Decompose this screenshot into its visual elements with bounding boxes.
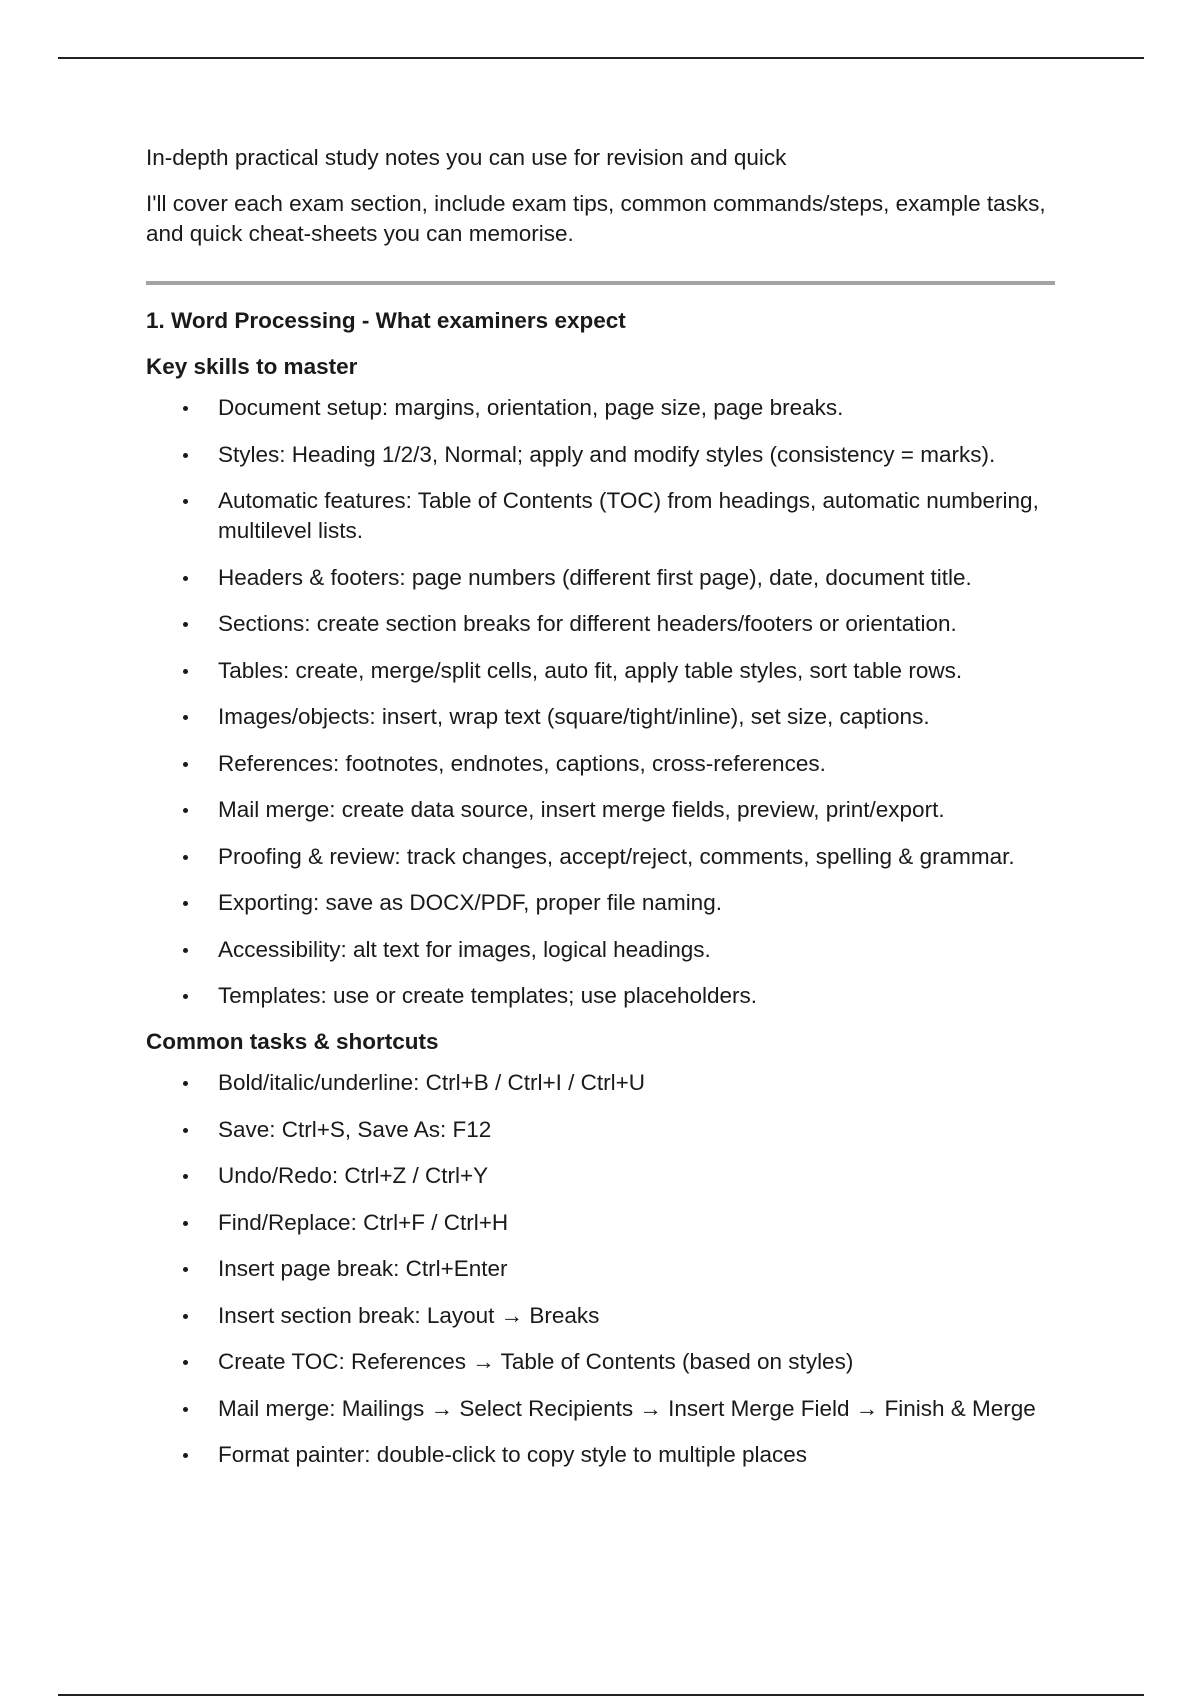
list-item — [146, 1440, 1066, 1470]
bullet-icon — [183, 1360, 188, 1365]
list-item — [146, 702, 1066, 732]
list-item — [146, 1394, 1066, 1424]
list-item-text: Automatic features: Table of Contents (TOC) from headings, automatic numbering, multilevel lists. — [218, 488, 1039, 543]
list-item-text: Undo/Redo: Ctrl+Z / Ctrl+Y — [218, 1163, 489, 1188]
list-item-text: Insert section break: Layout → Breaks — [218, 1302, 600, 1328]
list-item-text: Images/objects: insert, wrap text (square/tight/inline), set size, captions. — [218, 704, 930, 729]
list-item-text: Document setup: margins, orientation, page size, page breaks. — [218, 395, 844, 420]
list-item-text: Styles: Heading 1/2/3, Normal; apply and modify styles (consistency = marks). — [218, 441, 996, 467]
bullet-icon — [183, 1314, 188, 1319]
list-item-text: Create TOC: References → Table of Contents (based on styles) — [218, 1349, 854, 1374]
bullet-icon — [183, 622, 188, 627]
list-item-text: Templates: use or create templates; use placeholders. — [218, 983, 758, 1008]
list-item-text: Exporting: save as DOCX/PDF, proper file naming. — [218, 890, 722, 915]
list-item — [146, 888, 1066, 918]
list-item — [146, 1068, 1066, 1098]
bullet-icon — [183, 1128, 188, 1133]
key-skills-heading: Key skills to master — [146, 354, 358, 379]
bullet-icon — [183, 1081, 188, 1086]
list-item-text: Tables: create, merge/split cells, auto fit, apply table styles, sort table rows. — [218, 657, 963, 683]
page-top-rule — [58, 57, 1144, 59]
common-tasks-list — [146, 1068, 1066, 1470]
list-item — [146, 795, 1066, 825]
list-item — [146, 1301, 1066, 1331]
intro-line-1: In-depth practical study notes you can use for revision and quick — [146, 145, 787, 170]
list-item-text: Save: Ctrl+S, Save As: F12 — [218, 1116, 492, 1142]
common-tasks-heading: Common tasks & shortcuts — [146, 1029, 439, 1054]
list-item-text: Mail merge: create data source, insert merge fields, preview, print/export. — [218, 797, 945, 822]
bullet-icon — [183, 762, 188, 767]
list-item — [146, 1161, 1066, 1191]
bullet-icon — [183, 948, 188, 953]
list-item — [146, 656, 1066, 686]
list-item — [146, 981, 1066, 1011]
list-item — [146, 1347, 1066, 1377]
bullet-icon — [183, 1221, 188, 1226]
list-item-text: Find/Replace: Ctrl+F / Ctrl+H — [218, 1209, 509, 1235]
list-item-text: Format painter: double-click to copy style to multiple places — [218, 1442, 808, 1467]
section-heading-word-processing: 1. Word Processing - What examiners expect — [146, 308, 626, 333]
list-item-text: Bold/italic/underline: Ctrl+B / Ctrl+I / Ctrl+U — [218, 1070, 646, 1095]
list-item-text: Insert page break: Ctrl+Enter — [218, 1256, 508, 1281]
bullet-icon — [183, 901, 188, 906]
list-item-text: Proofing & review: track changes, accept/reject, comments, spelling & grammar. — [218, 843, 1015, 869]
list-item — [146, 1115, 1066, 1145]
bullet-icon — [183, 1267, 188, 1272]
bullet-icon — [183, 994, 188, 999]
bullet-icon — [183, 1407, 188, 1412]
list-item — [146, 749, 1066, 779]
list-item — [146, 1208, 1066, 1238]
bullet-icon — [183, 1453, 188, 1458]
list-item-text: Mail merge: Mailings → Select Recipients → Insert Merge Field → Finish & Merge — [218, 1395, 1036, 1421]
list-item-text: References: footnotes, endnotes, captions, cross-references. — [218, 750, 826, 776]
list-item — [146, 486, 1066, 546]
list-item-text: Accessibility: alt text for images, logical headings. — [218, 936, 711, 962]
list-item — [146, 440, 1066, 470]
list-item — [146, 609, 1066, 639]
bullet-icon — [183, 1174, 188, 1179]
bullet-icon — [183, 453, 188, 458]
list-item-text: Headers & footers: page numbers (different first page), date, document title. — [218, 564, 972, 590]
list-item — [146, 1254, 1066, 1284]
document-body — [146, 143, 1066, 1470]
bullet-icon — [183, 808, 188, 813]
intro-line-2: I'll cover each exam section, include exam tips, common commands/steps, example tasks, and quick cheat-sheets you can memorise. — [146, 191, 1046, 246]
bullet-icon — [183, 669, 188, 674]
list-item — [146, 563, 1066, 593]
section-divider — [146, 281, 1055, 285]
list-item — [146, 935, 1066, 965]
list-item — [146, 393, 1066, 423]
bullet-icon — [183, 855, 188, 860]
key-skills-list — [146, 393, 1066, 1011]
bullet-icon — [183, 406, 188, 411]
list-item — [146, 842, 1066, 872]
list-item-text: Sections: create section breaks for different headers/footers or orientation. — [218, 611, 957, 636]
bullet-icon — [183, 499, 188, 504]
bullet-icon — [183, 576, 188, 581]
bullet-icon — [183, 715, 188, 720]
page-bottom-rule — [58, 1694, 1144, 1696]
